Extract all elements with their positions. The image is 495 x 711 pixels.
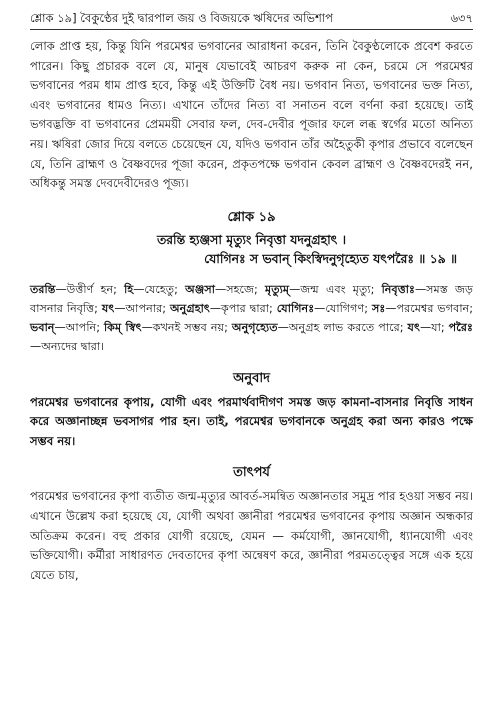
synonym-meaning: —পরমেশ্বর ভগবান;	[385, 301, 474, 315]
synonym-meaning: —যা;	[419, 321, 449, 335]
synonym-term: অঞ্জসা	[185, 282, 216, 296]
synonym-term: কিম্ স্বিৎ	[103, 321, 142, 335]
synonym-term: নিবৃত্তাঃ	[381, 282, 415, 296]
translation-title: অনুবাদ	[233, 370, 270, 386]
synonym-term: ভবান্	[30, 321, 55, 335]
synonym-meaning: —আপনার;	[114, 301, 170, 315]
synonym-meaning: —সহজে;	[215, 282, 266, 296]
synonym-meaning: —উত্তীর্ণ হন;	[55, 282, 125, 296]
chapter-heading: শ্লোক ১৯] বৈকুণ্ঠের দুই দ্বারপাল জয় ও বিজয়কে ঋষিদের অভিশাপ	[30, 11, 333, 25]
synonym-term: হি	[124, 282, 134, 296]
synonym-meaning: —সমস্ত জড় বাসনার নিবৃত্তি;	[30, 282, 473, 315]
synonym-meaning: —কখনই সম্ভব নয়;	[141, 321, 232, 335]
translation-text: পরমেশ্বর ভগবানের কৃপায়, যোগী এবং পরমার্থবাদীগণ সমস্ত জড় কামনা-বাসনার নিবৃত্তি সাধন করে অজ্ঞানাচ্ছন্ন ভবসাগর পার হন। তাই, পরমেশ্বর ভগবানকে অনুগ্রহ করা অন্য কারও পক্ষে সম্ভব নয়।	[30, 394, 473, 448]
synonym-term: যৎ	[101, 301, 115, 315]
synonym-meaning: —অনুগ্রহ লাভ করতে পারে;	[277, 321, 408, 335]
verse-label: শ্লোক ১৯	[227, 209, 276, 225]
synonym-term: যোগিনঃ	[276, 301, 315, 315]
page-number: ৬৩৭	[450, 11, 473, 25]
synonym-term: যৎ	[407, 321, 420, 335]
synonym-meaning: —জন্ম এবং মৃত্যু;	[289, 282, 382, 296]
synonym-term: সঃ	[371, 301, 386, 315]
verse-line-1: তরন্তি হ্যঞ্জসা মৃত্যুং নিবৃত্তা যদনুগ্রহাৎ ।	[156, 231, 347, 247]
synonym-meaning: —যেহেতু;	[133, 282, 186, 296]
synonym-meaning: —যোগিগণ;	[314, 301, 372, 315]
synonym-term: অনুগ্রহাৎ	[169, 301, 210, 315]
synonym-term: মৃত্যুম্	[265, 282, 290, 296]
synonym-meaning: —কৃপার দ্বারা;	[209, 301, 277, 315]
purport-title: তাৎপর্য	[233, 465, 270, 481]
running-header	[30, 10, 473, 30]
synonym-term: তরন্তি	[30, 282, 56, 296]
verse-line-2: যোগিনঃ স ভবান্ কিংস্বিদনুগৃহ্যেত যৎপরৈঃ ॥ ১৯ ॥	[204, 250, 457, 266]
synonym-meaning: —আপনি;	[54, 321, 104, 335]
purport-text: পরমেশ্বর ভগবানের কৃপা ব্যতীত জন্ম-মৃত্যুর আবর্ত-সমন্বিত অজ্ঞানতার সমুদ্র পার হওয়া সম্ভব নয়। এখানে উল্লেখ করা হয়েছে যে, যোগী অথবা জ্ঞানীরা পরমেশ্বর ভগবানের কৃপায় অজ্ঞান অন্ধকার অতিক্রম করেন। বহু প্রকার যোগী রয়েছে, যেমন — কর্মযোগী, জ্ঞানযোগী, ধ্যানযোগী এবং ভক্তিযোগী। কর্মীরা সাধারণত দেবতাদের কৃপা অন্বেষণ করে, জ্ঞানীরা পরমতত্ত্বের সঙ্গে এক হয়ে যেতে চায়,	[30, 489, 473, 582]
synonym-meaning: —অন্যদের দ্বারা।	[30, 340, 105, 354]
synonyms-block	[30, 280, 473, 357]
synonym-term: পরৈঃ	[448, 321, 474, 335]
synonym-term: অনুগৃহ্যেত	[231, 321, 278, 335]
intro-paragraph: লোক প্রাপ্ত হয়, কিন্তু যিনি পরমেশ্বর ভগবানের আরাধনা করেন, তিনি বৈকুণ্ঠলোকে প্রবেশ করতে পারেন। কিছু প্রচারক বলে যে, মানুষ যেভাবেই আচরণ করুক না কেন, চরমে সে পরমেশ্বর ভগবানের পরম ধাম প্রাপ্ত হবে, কিন্তু এই উক্তিটি বৈধ নয়। ভগবান নিত্য, ভগবানের ভক্ত নিত্য, এবং ভগবানের ধামও নিত্য। এখানে তাঁদের নিত্য বা সনাতন বলে বর্ণনা করা হয়েছে। তাই ভগবদ্ভক্তি বা ভগবানের প্রেমময়ী সেবার ফল, দেব-দেবীর পূজার ফলে লব্ধ স্বর্গের মতো অনিত্য নয়। ঋষিরা জোর দিয়ে বলতে চেয়েছেন যে, যদিও ভগবান তাঁর অহৈতুকী কৃপার প্রভাবে বলেছেন যে, তিনি ব্রাহ্মণ ও বৈষ্ণবদের পূজা করেন, প্রকৃতপক্ষে ভগবান কেবল ব্রাহ্মণ ও বৈষ্ণবদেরই নন, অধিকন্তু সমস্ত দেবদেবীদেরও পূজ্য।	[30, 39, 473, 191]
